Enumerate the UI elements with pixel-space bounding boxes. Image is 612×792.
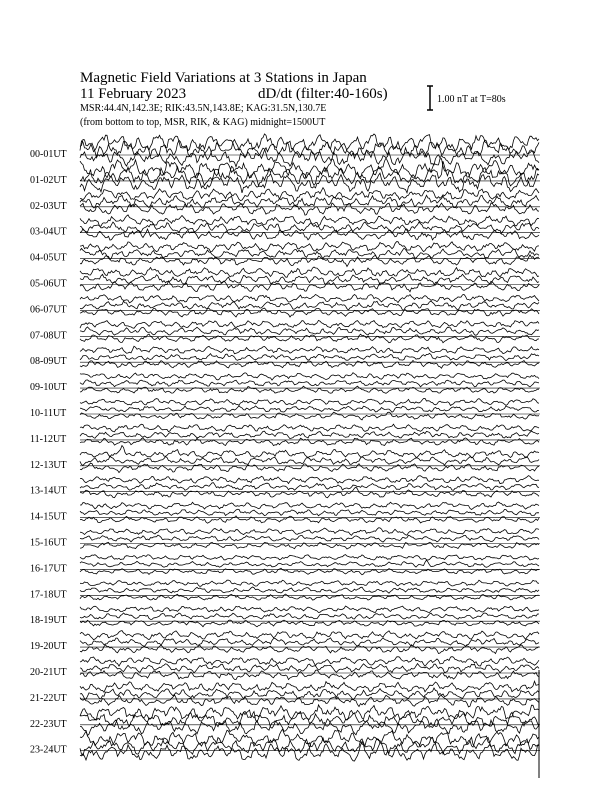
hour-label: 18-19UT: [30, 615, 67, 627]
trace-kag: [80, 242, 539, 252]
hour-label: 12-13UT: [30, 459, 67, 471]
trace-rik: [80, 456, 539, 465]
trace-rik: [80, 664, 539, 673]
trace-kag: [80, 681, 539, 692]
trace-msr: [80, 203, 539, 215]
trace-kag: [80, 320, 539, 328]
hour-label: 13-14UT: [30, 485, 67, 497]
trace-msr: [80, 361, 539, 369]
hour-label: 15-16UT: [30, 537, 67, 549]
trace-msr: [80, 742, 539, 762]
trace-kag: [80, 555, 539, 561]
trace-kag: [80, 528, 539, 536]
hour-label: 20-21UT: [30, 667, 67, 678]
hour-label: 03-04UT: [30, 226, 67, 238]
hour-label: 00-01UT: [30, 149, 67, 160]
hour-label: 17-18UT: [30, 589, 67, 601]
trace-kag: [80, 346, 539, 354]
trace-kag: [80, 606, 539, 613]
trace-msr: [80, 463, 539, 472]
trace-kag: [80, 631, 539, 640]
trace-kag: [80, 267, 539, 277]
hour-label: 05-06UT: [30, 278, 67, 290]
hour-label: 04-05UT: [30, 252, 67, 264]
trace-msr: [80, 695, 539, 707]
trace-msr: [80, 229, 539, 240]
trace-kag: [80, 295, 539, 303]
trace-kag: [80, 373, 539, 380]
hour-label: 11-12UT: [30, 433, 67, 445]
trace-rik: [80, 301, 539, 310]
station-coordinates: MSR:44.4N,142.3E; RIK:43.5N,143.8E; KAG:31.5N,130.7E: [80, 103, 327, 114]
trace-rik: [80, 688, 539, 700]
trace-kag: [80, 657, 539, 667]
trace-rik: [80, 380, 539, 387]
trace-kag: [80, 502, 539, 510]
hour-label: 16-17UT: [30, 563, 67, 575]
trace-kag: [80, 476, 539, 484]
station-traces: [80, 134, 539, 778]
trace-rik: [80, 431, 539, 439]
scale-bar-label: 1.00 nT at T=80s: [437, 94, 506, 105]
hour-label: 07-08UT: [30, 330, 67, 342]
hour-labels: [30, 149, 67, 756]
hour-label: 23-24UT: [30, 744, 67, 756]
trace-kag: [80, 446, 539, 458]
hour-label: 06-07UT: [30, 304, 67, 316]
trace-msr: [80, 594, 539, 600]
trace-kag: [80, 729, 539, 748]
hour-label: 22-23UT: [30, 718, 67, 730]
hour-label: 09-10UT: [30, 382, 67, 394]
trace-msr: [80, 719, 539, 736]
hour-label: 08-09UT: [30, 356, 67, 368]
station-order-note: (from bottom to top, MSR, RIK, & KAG) midnight=1500UT: [80, 117, 326, 128]
trace-rik: [80, 353, 539, 360]
trace-msr: [80, 173, 539, 193]
trace-rik: [80, 587, 539, 593]
trace-msr: [80, 308, 539, 317]
trace-rik: [80, 248, 539, 259]
trace-rik: [80, 535, 539, 542]
trace-kag: [80, 158, 539, 179]
trace-kag: [80, 134, 539, 153]
hour-label: 14-15UT: [30, 511, 67, 523]
trace-rik: [80, 560, 539, 567]
trace-msr: [80, 487, 539, 498]
trace-kag: [80, 398, 539, 405]
trace-rik: [80, 509, 539, 516]
chart-title: Magnetic Field Variations at 3 Stations in Japan: [80, 70, 367, 86]
trace-rik: [80, 274, 539, 285]
hour-label: 01-02UT: [30, 174, 67, 186]
trace-msr: [80, 412, 539, 420]
trace-rik: [80, 613, 539, 620]
trace-kag: [80, 580, 539, 586]
trace-msr: [80, 516, 539, 523]
trace-msr: [80, 334, 539, 343]
scale-bar: [427, 86, 433, 110]
trace-kag: [80, 424, 539, 432]
hour-label: 10-11UT: [30, 408, 67, 419]
chart-date: 11 February 2023: [80, 86, 187, 102]
trace-rik: [80, 483, 539, 491]
trace-msr: [80, 670, 539, 680]
trace-rik: [80, 406, 539, 412]
chart-quantity: dD/dt (filter:40-160s): [258, 86, 388, 102]
hour-label: 02-03UT: [30, 200, 67, 212]
trace-msr: [80, 645, 539, 654]
trace-kag: [80, 188, 539, 202]
trace-msr: [80, 438, 539, 446]
hour-label: 21-22UT: [30, 692, 67, 704]
trace-msr: [80, 386, 539, 393]
hour-label: 19-20UT: [30, 641, 67, 653]
